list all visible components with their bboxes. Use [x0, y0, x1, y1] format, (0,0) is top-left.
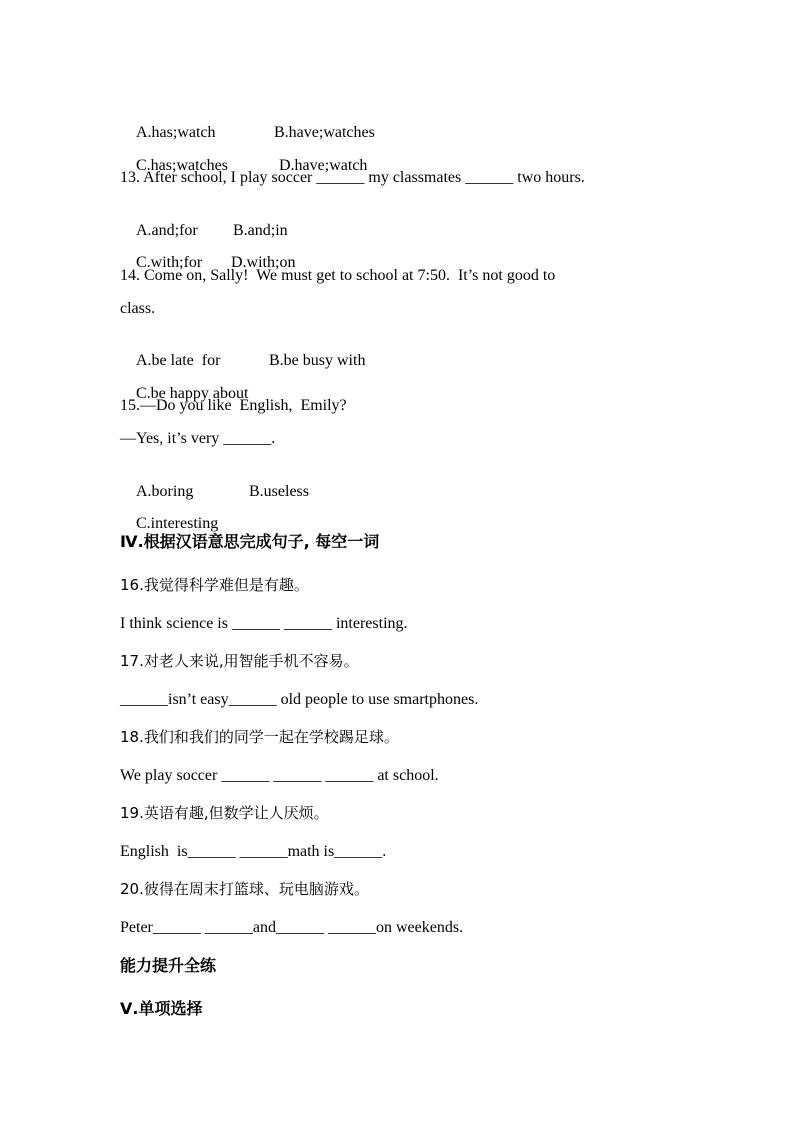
q17-chinese: 17.对老人来说,用智能手机不容易。 [120, 652, 359, 670]
q14-option-a: A.be late for [136, 352, 221, 369]
section-4-title: Ⅳ.根据汉语意思完成句子, 每空一词 [120, 532, 380, 551]
q12-option-d: D.have;watch [279, 157, 368, 174]
q14-options-row2 [120, 364, 249, 402]
q18-chinese: 18.我们和我们的同学一起在学校踢足球。 [120, 728, 399, 746]
q20-chinese: 20.彼得在周末打篮球、玩电脑游戏。 [120, 880, 369, 898]
section-5-title: Ⅴ.单项选择 [120, 999, 203, 1018]
q12-option-a: A.has;watch [136, 124, 216, 141]
q12-options-row1 [120, 103, 375, 141]
q13-option-d: D.with;on [231, 254, 296, 271]
q13-option-a: A.and;for [136, 222, 198, 239]
q20-english: Peter______ ______and______ ______on weekends. [120, 919, 464, 936]
q14-options-row1 [120, 331, 366, 369]
q15-option-b: B.useless [249, 483, 309, 500]
q12-options-row2 [120, 136, 368, 174]
q18-english: We play soccer ______ ______ ______ at school. [120, 767, 439, 784]
q16-chinese: 16.我觉得科学难但是有趣。 [120, 576, 309, 594]
q15-stem-line2: —Yes, it’s very ______. [120, 430, 276, 447]
q15-options-row1 [120, 462, 309, 500]
q15-stem-line1: 15.—Do you like English, Emily? [120, 397, 347, 414]
q14-option-b: B.be busy with [269, 352, 366, 369]
q19-chinese: 19.英语有趣,但数学让人厌烦。 [120, 804, 329, 822]
q15-option-c: C.interesting [136, 515, 219, 532]
q14-option-c: C.be happy about [136, 385, 249, 402]
q15-options-row2 [120, 494, 219, 532]
q17-english: ______isn’t easy______ old people to use smartphones. [120, 691, 479, 708]
q13-option-b: B.and;in [233, 222, 288, 239]
q13-options-row1 [120, 201, 288, 239]
q13-stem: 13. After school, I play soccer ______ my classmates ______ two hours. [120, 169, 585, 186]
q14-stem-line2: class. [120, 300, 156, 317]
q12-option-c: C.has;watches [136, 157, 228, 174]
q12-option-b: B.have;watches [274, 124, 375, 141]
q13-options-row2 [120, 233, 296, 271]
q15-option-a: A.boring [136, 483, 194, 500]
q19-english: English is______ ______math is______. [120, 843, 387, 860]
q13-option-c: C.with;for [136, 254, 203, 271]
ability-heading: 能力提升全练 [120, 956, 217, 975]
q16-english: I think science is ______ ______ interesting. [120, 615, 408, 632]
q14-stem-line1: 14. Come on, Sally! We must get to school at 7:50. It’s not good to [120, 267, 556, 284]
